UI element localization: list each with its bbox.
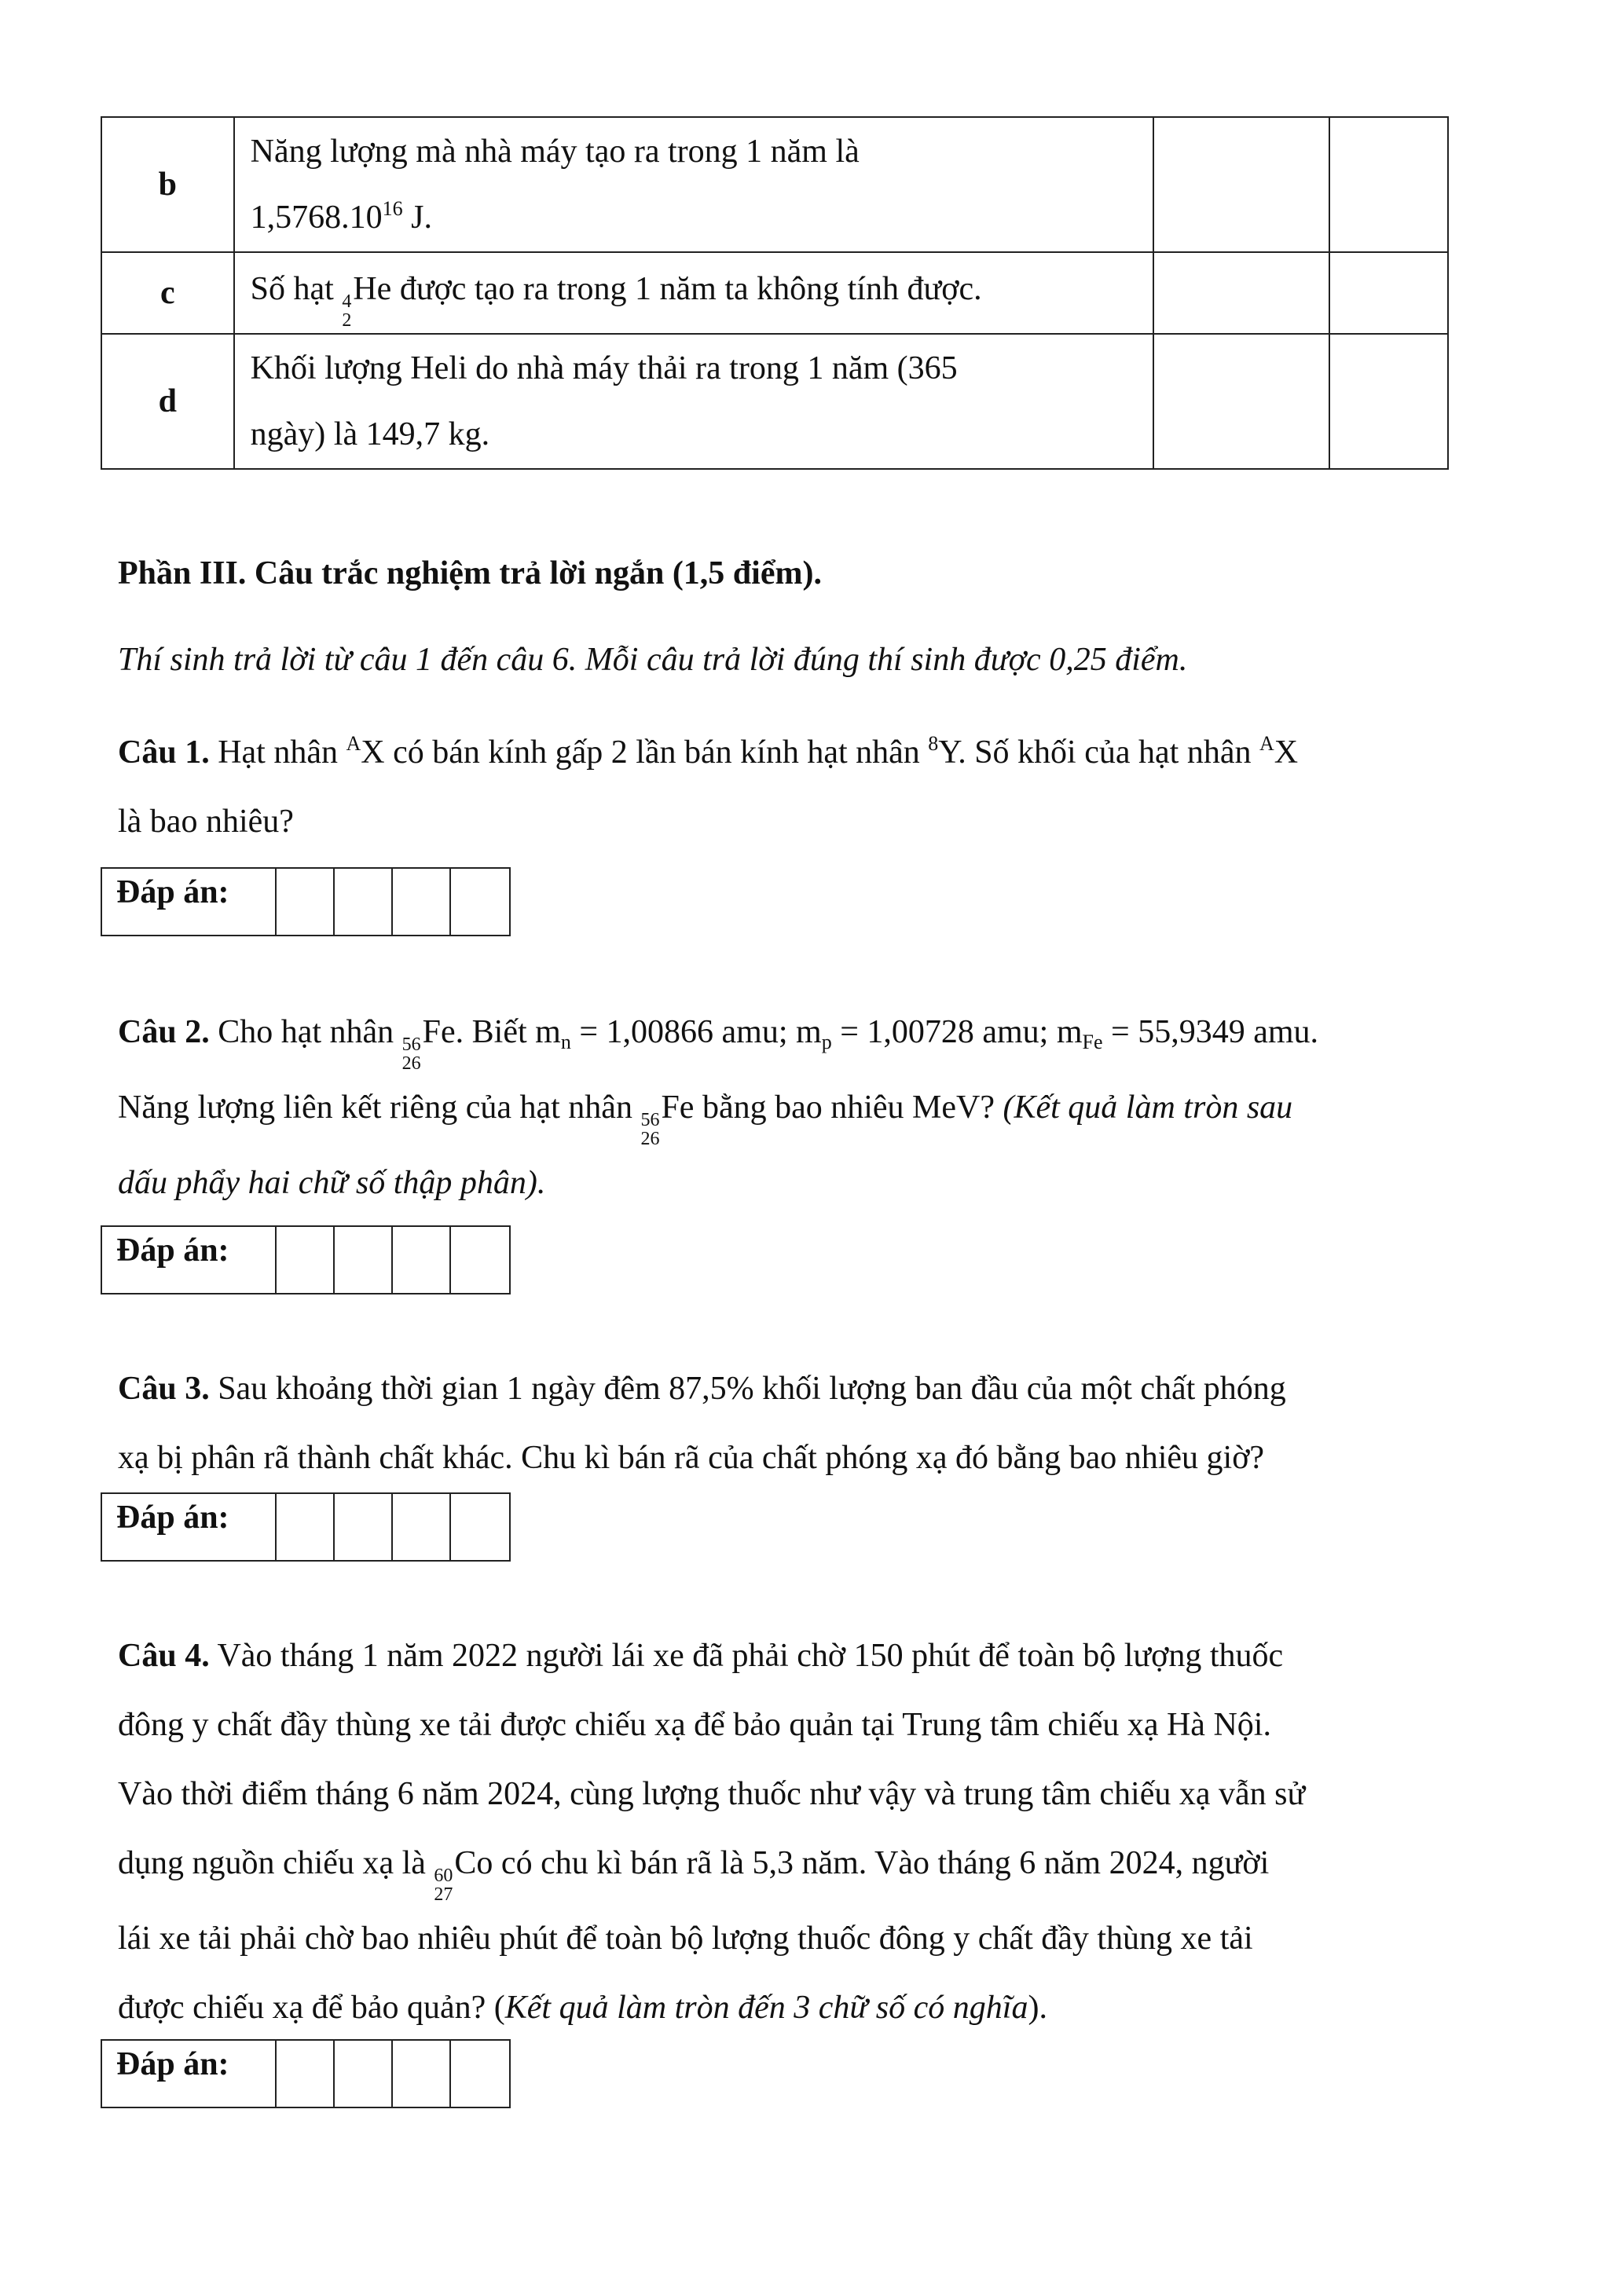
statement-line: Khối lượng Heli do nhà máy thải ra trong 1 năm (365 [250, 350, 958, 386]
isotope-numbers [434, 1866, 453, 1904]
answer-cell[interactable] [393, 1227, 451, 1293]
section-instruction: Thí sinh trả lời từ câu 1 đến câu 6. Mỗi câu trả lời đúng thí sinh được 0,25 điểm. [118, 642, 1188, 678]
true-answer-cell[interactable] [1153, 252, 1330, 334]
statement-line: Năng lượng mà nhà máy tạo ra trong 1 năm là [250, 134, 860, 170]
mass-number: 56 [640, 1110, 660, 1130]
row-label: d [101, 334, 234, 469]
answer-label: Đáp án: [102, 2041, 277, 2107]
question-line [118, 718, 1516, 787]
statement-line: ngày) là 149,7 kg. [250, 416, 490, 452]
question-text: Hạt nhân [209, 734, 346, 771]
row-label: b [101, 117, 234, 252]
question-text: có chu kì bán rã là 5,3 năm. Vào tháng 6 năm 2024, người [493, 1845, 1270, 1881]
question-text: = 55,9349 amu. [1102, 1014, 1319, 1050]
question-text: Y. Số khối của hạt nhân [938, 734, 1259, 771]
rounding-note: Kết quả làm tròn đến 3 chữ số có nghĩa [504, 1990, 1028, 2026]
statement-line [251, 185, 1137, 251]
element-symbol: Fe [422, 1014, 456, 1050]
false-answer-cell[interactable] [1329, 334, 1448, 469]
rounding-note: dấu phẩy hai chữ số thập phân). [118, 1165, 546, 1201]
question-line: là bao nhiêu? [118, 804, 294, 840]
answer-cell[interactable] [393, 1494, 451, 1560]
answer-cell[interactable] [335, 1494, 393, 1560]
answer-label: Đáp án: [102, 1227, 277, 1293]
question-3 [118, 1354, 1516, 1492]
question-text: dụng nguồn chiếu xạ là [118, 1845, 434, 1881]
subscript: n [560, 1031, 571, 1053]
question-1 [118, 718, 1516, 856]
answer-cell[interactable] [393, 2041, 451, 2107]
answer-cell[interactable] [451, 869, 509, 935]
question-line: xạ bị phân rã thành chất khác. Chu kì bán rã của chất phóng xạ đó bằng bao nhiêu giờ? [118, 1440, 1265, 1476]
question-text: Vào tháng 1 năm 2022 người lái xe đã phải chờ 150 phút để toàn bộ lượng thuốc [209, 1638, 1284, 1674]
answer-cell[interactable] [277, 2041, 335, 2107]
table-row [101, 252, 1448, 334]
answer-cell[interactable] [277, 869, 335, 935]
answer-label: Đáp án: [102, 1494, 277, 1560]
question-text: được chiếu xạ để bảo quản? ( [118, 1990, 505, 2026]
statement-text: Số hạt [250, 271, 343, 307]
section-heading: Phần III. Câu trắc nghiệm trả lời ngắn (1,5 điểm). [118, 555, 822, 591]
question-text: Sau khoảng thời gian 1 ngày đêm 87,5% khối lượng ban đầu của một chất phóng [209, 1371, 1286, 1407]
answer-cell[interactable] [335, 869, 393, 935]
answer-cell[interactable] [335, 1227, 393, 1293]
question-line [118, 1829, 1516, 1904]
question-line [118, 1621, 1516, 1690]
row-label: c [101, 252, 234, 334]
answer-cell[interactable] [451, 1494, 509, 1560]
mass-number: 60 [434, 1866, 453, 1886]
answer-box-1 [101, 867, 511, 936]
answer-cell[interactable] [393, 869, 451, 935]
atomic-number: 26 [640, 1129, 660, 1149]
isotope-numbers [342, 292, 351, 330]
superscript: A [346, 732, 361, 755]
statement [234, 117, 1153, 252]
element-symbol: Co [454, 1845, 493, 1881]
element-symbol: Fe [661, 1089, 695, 1126]
question-line [118, 1354, 1516, 1423]
question-text: ). [1028, 1990, 1047, 2026]
question-text: . Biết m [455, 1014, 561, 1050]
mass-number: 56 [401, 1034, 421, 1055]
answer-box-2 [101, 1225, 511, 1294]
question-2 [118, 998, 1516, 1218]
question-line: Vào thời điểm tháng 6 năm 2024, cùng lượng thuốc như vậy và trung tâm chiếu xạ vẫn sử [118, 1776, 1306, 1812]
answer-cell[interactable] [277, 1494, 335, 1560]
question-label: Câu 3. [118, 1371, 210, 1407]
true-false-table [101, 116, 1449, 470]
true-answer-cell[interactable] [1153, 334, 1330, 469]
question-line: đông y chất đầy thùng xe tải được chiếu xạ để bảo quản tại Trung tâm chiếu xạ Hà Nội. [118, 1707, 1271, 1743]
true-answer-cell[interactable] [1153, 117, 1330, 252]
statement-text: được tạo ra trong 1 năm ta không tính được. [391, 271, 982, 307]
table-row [101, 334, 1448, 469]
question-text: = 1,00866 amu; m [570, 1014, 822, 1050]
answer-cell[interactable] [451, 2041, 509, 2107]
atomic-number: 2 [342, 310, 352, 331]
question-text: bằng bao nhiêu MeV? [694, 1089, 1003, 1126]
question-line [118, 998, 1516, 1073]
isotope-numbers [640, 1111, 659, 1148]
answer-cell[interactable] [335, 2041, 393, 2107]
question-line [118, 1073, 1516, 1148]
exponent: 16 [382, 197, 403, 220]
question-label: Câu 2. [118, 1014, 210, 1050]
table-row [101, 117, 1448, 252]
subscript: p [821, 1031, 832, 1053]
answer-box-4 [101, 2039, 511, 2108]
false-answer-cell[interactable] [1329, 117, 1448, 252]
answer-box-3 [101, 1492, 511, 1562]
answer-label: Đáp án: [102, 869, 277, 935]
statement [234, 334, 1153, 469]
question-label: Câu 4. [118, 1638, 210, 1674]
subscript: Fe [1082, 1031, 1103, 1053]
question-label: Câu 1. [118, 734, 210, 771]
question-text: Năng lượng liên kết riêng của hạt nhân [118, 1089, 641, 1126]
superscript: 8 [928, 732, 939, 755]
atomic-number: 26 [401, 1053, 421, 1074]
answer-cell[interactable] [277, 1227, 335, 1293]
rounding-note: (Kết quả làm tròn sau [1003, 1089, 1293, 1126]
false-answer-cell[interactable] [1329, 252, 1448, 334]
statement-text: 1,5768.10 [250, 200, 383, 236]
question-4 [118, 1621, 1516, 2042]
atomic-number: 27 [434, 1884, 453, 1905]
statement-text: J. [402, 200, 433, 236]
question-text: = 1,00728 amu; m [831, 1014, 1083, 1050]
question-text: X [1274, 734, 1299, 771]
element-symbol: He [353, 271, 392, 307]
statement [234, 252, 1153, 334]
mass-number: 4 [342, 291, 352, 312]
isotope-numbers [402, 1035, 421, 1073]
superscript: A [1259, 732, 1274, 755]
question-line: lái xe tải phải chờ bao nhiêu phút để toàn bộ lượng thuốc đông y chất đầy thùng xe tải [118, 1921, 1253, 1957]
question-text: Cho hạt nhân [209, 1014, 402, 1050]
answer-cell[interactable] [451, 1227, 509, 1293]
question-text: X có bán kính gấp 2 lần bán kính hạt nhân [361, 734, 929, 771]
question-line [118, 1973, 1516, 2042]
